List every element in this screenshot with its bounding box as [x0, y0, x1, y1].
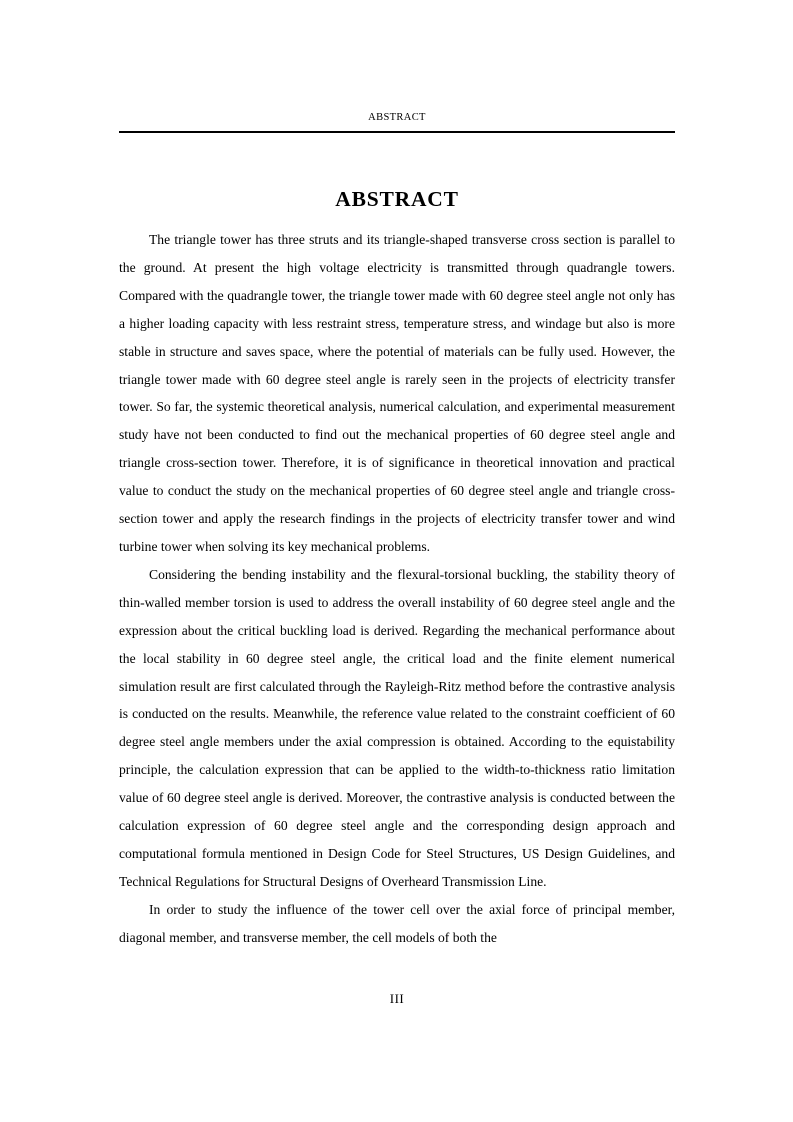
body-paragraph: In order to study the influence of the tower cell over the axial force of principal member, diagonal member, and transverse member, the cell models of both the	[119, 901, 675, 945]
running-header-title: ABSTRACT	[368, 112, 426, 123]
body-paragraph: Considering the bending instability and the flexural-torsional buckling, the stability theory of thin-walled member torsion is used to address the overall instability of 60 degree steel angle and the expression about the critical buckling load is derived. Regarding the mechanical performance about the local stability in 60 degree steel angle, the critical load and the finite element numerical simulation result are first calculated through the Rayleigh-Ritz method before the contrastive analysis is conducted on the results. Meanwhile, the reference value related to the constraint coefficient of 60 degree steel angle members under the axial compression is obtained. According to the equistability principle, the calculation expression that can be applied to the width-to-thickness ratio limitation value of 60 degree steel angle is derived. Moreover, the contrastive analysis is conducted between the calculation expression of 60 degree steel angle and the corresponding design approach and computational formula mentioned in Design Code for Steel Structures, US Design Guidelines, and Technical Regulations for Structural Designs of Overheard Transmission Line.	[119, 566, 675, 889]
body-paragraph: The triangle tower has three struts and its triangle-shaped transverse cross section is parallel to the ground. At present the high voltage electricity is transmitted through quadrangle towers. Compared with the quadrangle tower, the triangle tower made with 60 degree steel angle not only has a higher loading capacity with less restraint stress, temperature stress, and windage but also is more stable in structure and saves space, where the potential of materials can be fully used. However, the triangle tower made with 60 degree steel angle is rarely seen in the projects of electricity transfer tower. So far, the systemic theoretical analysis, numerical calculation, and experimental measurement study have not been conducted to find out the mechanical properties of 60 degree steel angle and triangle cross-section tower. Therefore, it is of significance in theoretical innovation and practical value to conduct the study on the mechanical properties of 60 degree steel angle and triangle cross-section tower and apply the research findings in the projects of electricity transfer tower and wind turbine tower when solving its key mechanical problems.	[119, 232, 675, 554]
header-divider-rule	[119, 131, 675, 133]
page-number: III	[389, 991, 405, 1006]
page-title: ABSTRACT	[335, 187, 459, 212]
abstract-body	[119, 226, 675, 952]
running-header	[119, 111, 675, 125]
